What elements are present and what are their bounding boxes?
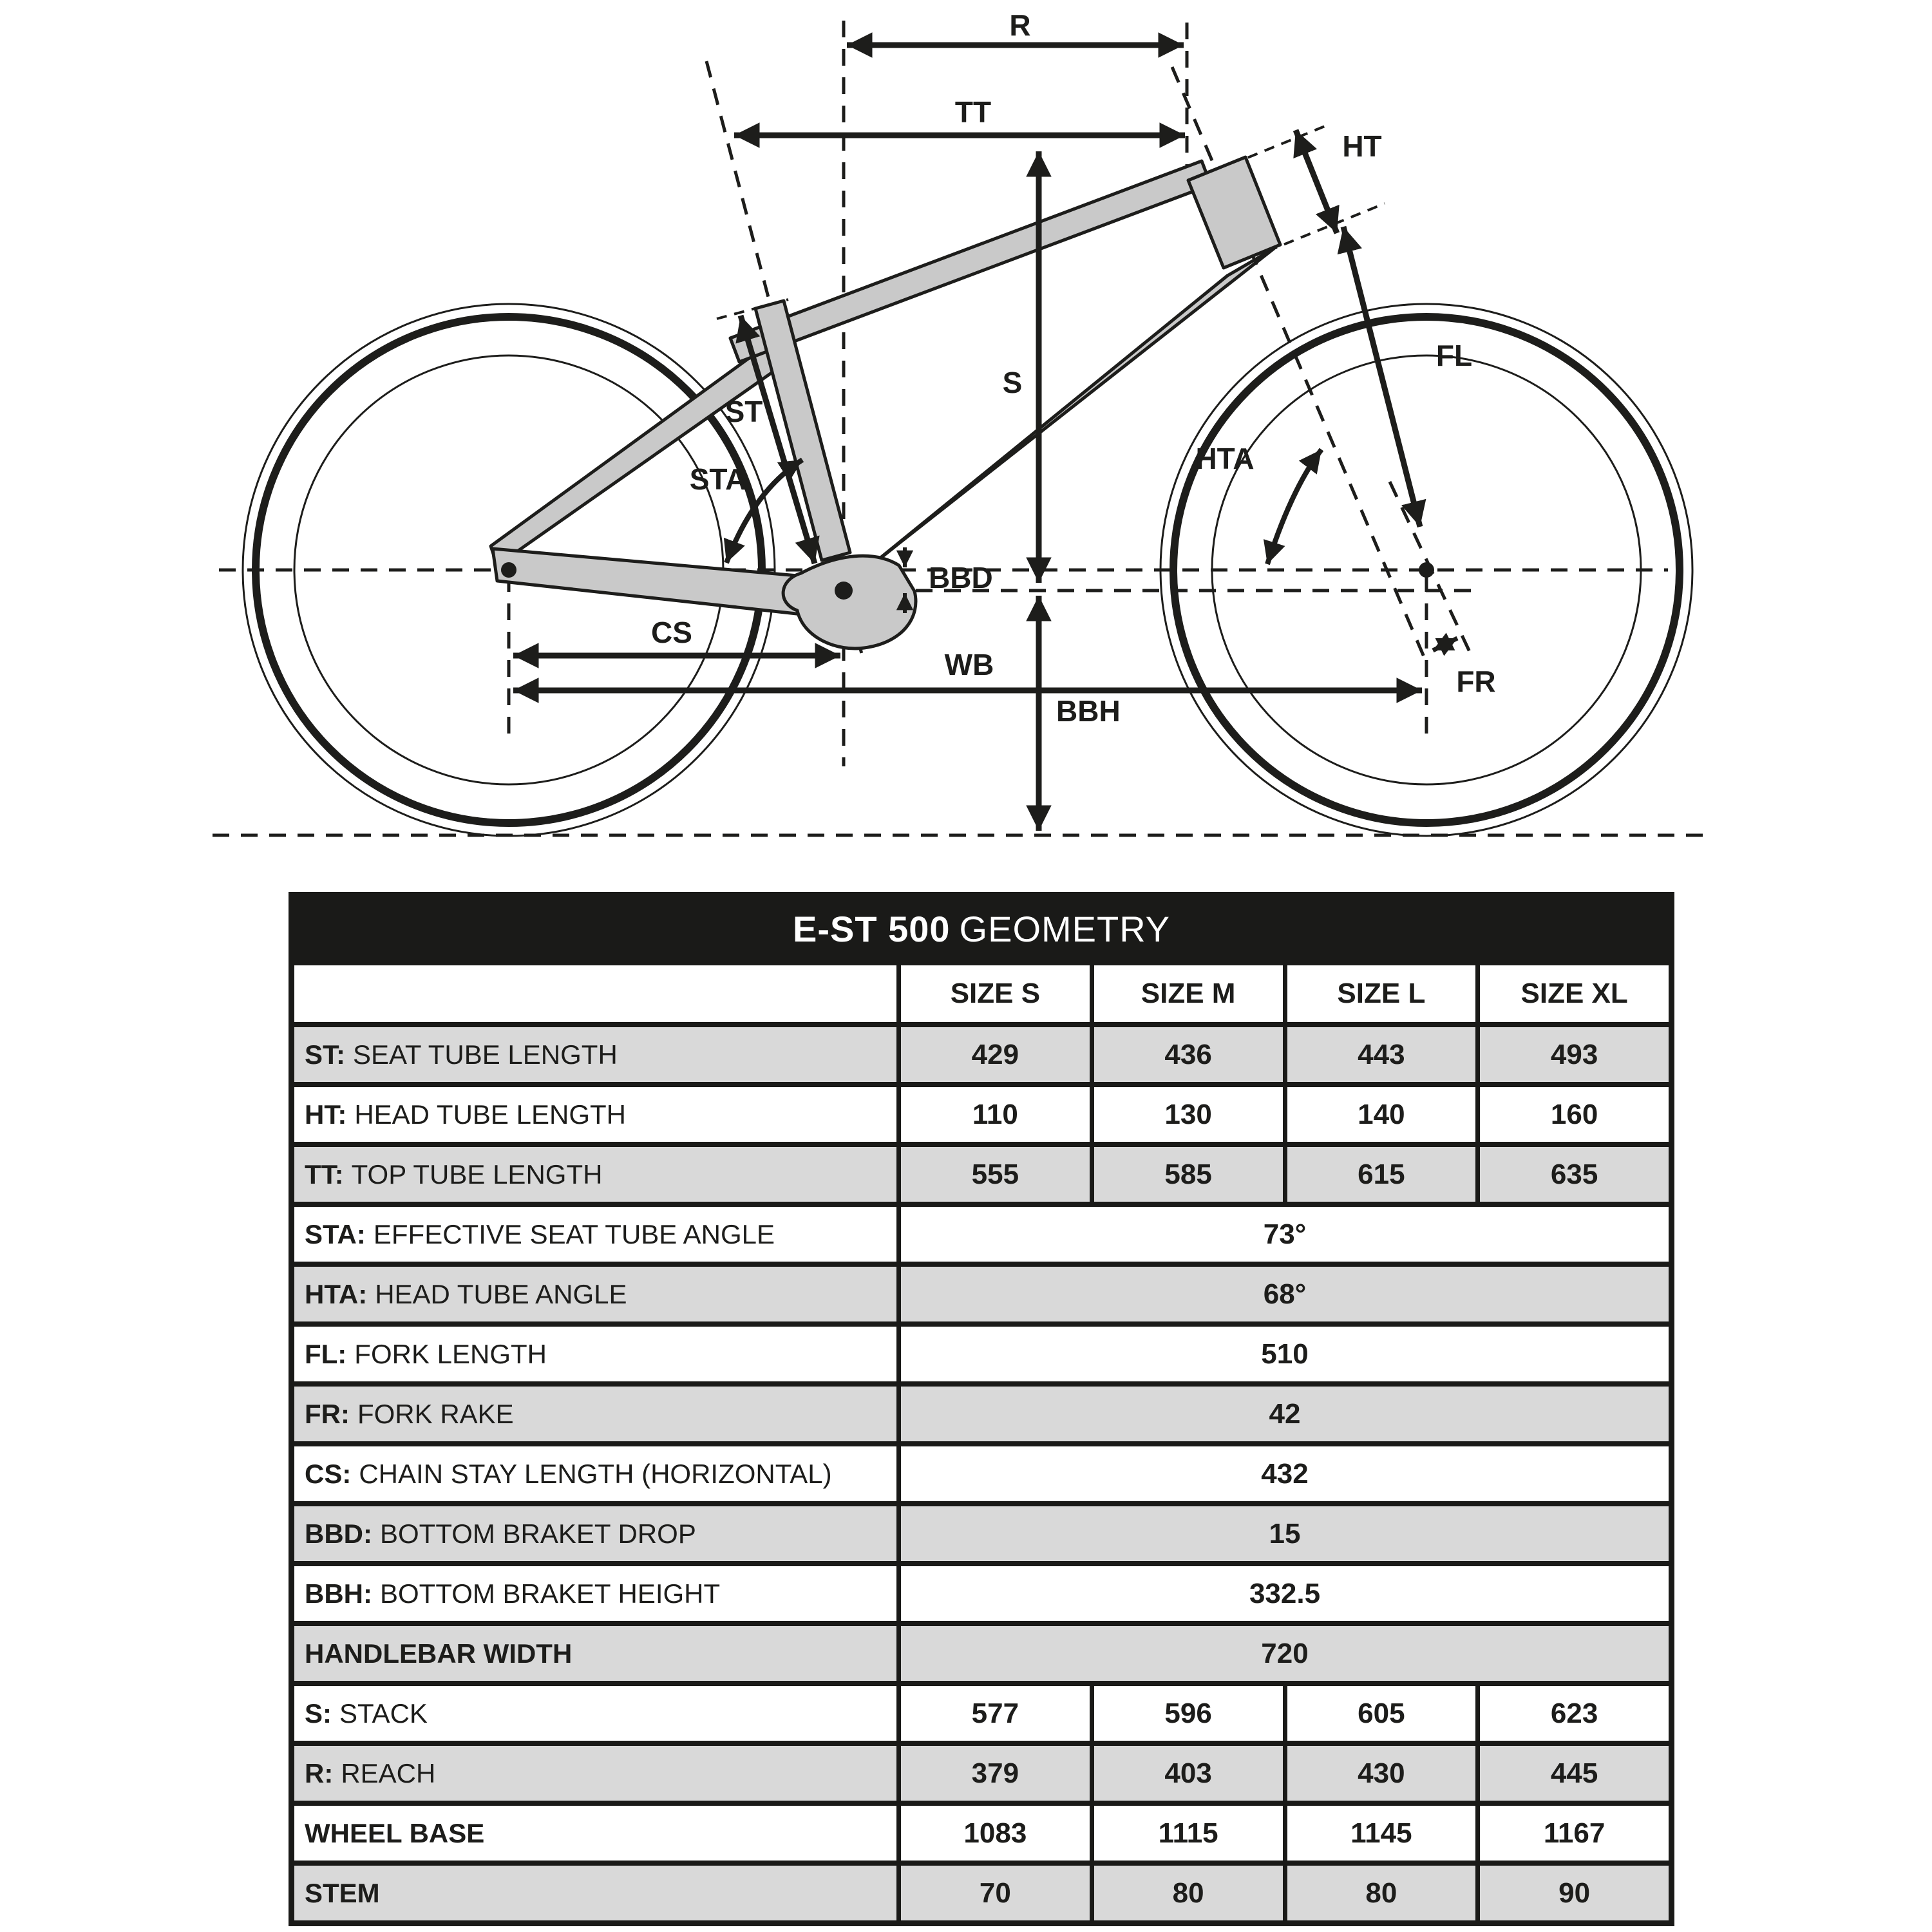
table-title-word: GEOMETRY xyxy=(959,909,1171,949)
row-label-text: TOP TUBE LENGTH xyxy=(351,1159,603,1189)
row-label-text: EFFECTIVE SEAT TUBE ANGLE xyxy=(373,1218,775,1249)
rear-axle-point xyxy=(501,562,516,578)
seat-stays xyxy=(491,339,789,565)
value-cell: 429 xyxy=(896,1027,1090,1082)
row-label-text: REACH xyxy=(341,1757,436,1788)
row-label xyxy=(294,1207,896,1262)
row-label xyxy=(294,1746,896,1801)
value-cell: 430 xyxy=(1283,1746,1476,1801)
row-label xyxy=(294,1267,896,1321)
table-row xyxy=(294,1561,1669,1621)
row-label-text: HEAD TUBE ANGLE xyxy=(375,1278,627,1309)
value-cell: 443 xyxy=(1283,1027,1476,1082)
row-label xyxy=(294,1327,896,1381)
row-label-code: FR: xyxy=(305,1398,350,1429)
chain-stay-label: CS xyxy=(651,616,692,649)
table-row xyxy=(294,1501,1669,1561)
value-cell: 140 xyxy=(1283,1087,1476,1142)
table-row xyxy=(294,1321,1669,1381)
value-cell-all-sizes: 42 xyxy=(896,1387,1669,1441)
head-tube-angle-label: HTA xyxy=(1195,442,1255,475)
value-cell: 445 xyxy=(1475,1746,1669,1801)
stack-label: S xyxy=(1002,366,1023,399)
table-title xyxy=(294,898,1669,960)
row-label xyxy=(294,1446,896,1501)
value-cell: 110 xyxy=(896,1087,1090,1142)
row-label xyxy=(294,1626,896,1681)
size-column-header: SIZE M xyxy=(1090,965,1283,1022)
row-label-code: STA: xyxy=(305,1218,366,1249)
value-cell: 615 xyxy=(1283,1147,1476,1202)
row-label-text: BOTTOM BRAKET DROP xyxy=(379,1518,696,1549)
value-cell: 130 xyxy=(1090,1087,1283,1142)
fork-length-label: FL xyxy=(1435,339,1473,372)
value-cell-all-sizes: 510 xyxy=(896,1327,1669,1381)
value-cell: 555 xyxy=(896,1147,1090,1202)
row-label-code: TT: xyxy=(305,1159,344,1189)
value-cell: 596 xyxy=(1090,1686,1283,1741)
row-label xyxy=(294,1506,896,1561)
value-cell: 585 xyxy=(1090,1147,1283,1202)
value-cell: 70 xyxy=(896,1866,1090,1920)
reach-label: R xyxy=(1009,8,1031,42)
value-cell: 635 xyxy=(1475,1147,1669,1202)
value-cell-all-sizes: 73° xyxy=(896,1207,1669,1262)
head-angle-arc xyxy=(1267,450,1321,564)
table-title-model: E-ST 500 xyxy=(792,909,951,949)
value-cell-all-sizes: 68° xyxy=(896,1267,1669,1321)
table-row xyxy=(294,1142,1669,1202)
top-tube xyxy=(730,161,1211,362)
row-label-text: HEAD TUBE LENGTH xyxy=(354,1099,626,1130)
table-row xyxy=(294,1741,1669,1801)
table-row xyxy=(294,1681,1669,1741)
seat-tube-angle-label: STA xyxy=(689,462,747,496)
size-column-header: SIZE L xyxy=(1283,965,1476,1022)
value-cell: 80 xyxy=(1090,1866,1283,1920)
row-label xyxy=(294,1566,896,1621)
row-label xyxy=(294,1686,896,1741)
size-header-row xyxy=(294,960,1669,1022)
head-tube-label: HT xyxy=(1342,129,1382,163)
wheel-base-label: WB xyxy=(944,648,994,681)
row-label-code: HT: xyxy=(305,1099,347,1130)
value-cell-all-sizes: 432 xyxy=(896,1446,1669,1501)
table-row xyxy=(294,1801,1669,1861)
row-label xyxy=(294,1027,896,1082)
row-label-code: R: xyxy=(305,1757,334,1788)
row-label-code: HANDLEBAR WIDTH xyxy=(305,1638,573,1669)
row-label-text: BOTTOM BRAKET HEIGHT xyxy=(379,1578,721,1609)
value-cell: 403 xyxy=(1090,1746,1283,1801)
value-cell: 436 xyxy=(1090,1027,1283,1082)
value-cell: 605 xyxy=(1283,1686,1476,1741)
row-label-code: WHEEL BASE xyxy=(305,1817,485,1848)
table-row xyxy=(294,1441,1669,1501)
value-cell: 1115 xyxy=(1090,1806,1283,1861)
seat-tube-label: ST xyxy=(724,395,763,428)
head-tube xyxy=(1188,157,1280,268)
row-label xyxy=(294,1387,896,1441)
value-cell-all-sizes: 332.5 xyxy=(896,1566,1669,1621)
row-label-code: BBD: xyxy=(305,1518,372,1549)
value-cell: 90 xyxy=(1475,1866,1669,1920)
row-label xyxy=(294,1087,896,1142)
value-cell: 80 xyxy=(1283,1866,1476,1920)
head-tube-arrow xyxy=(1296,130,1337,233)
row-label xyxy=(294,1806,896,1861)
row-label-code: FL: xyxy=(305,1338,347,1369)
table-row xyxy=(294,1202,1669,1262)
row-label-text: FORK LENGTH xyxy=(354,1338,547,1369)
value-cell: 1167 xyxy=(1475,1806,1669,1861)
row-label-code: BBH: xyxy=(305,1578,372,1609)
value-cell: 1083 xyxy=(896,1806,1090,1861)
fork-length-arrow xyxy=(1343,227,1420,527)
bb-drop-label: BBD xyxy=(929,561,993,594)
header-spacer-cell xyxy=(294,965,896,1022)
fork-rake-label: FR xyxy=(1456,665,1496,698)
construction-lines xyxy=(213,21,1713,835)
value-cell-all-sizes: 720 xyxy=(896,1626,1669,1681)
bike-geometry-diagram xyxy=(0,0,1932,921)
row-label-text: CHAIN STAY LENGTH (HORIZONTAL) xyxy=(359,1458,832,1489)
table-row xyxy=(294,1022,1669,1082)
value-cell: 160 xyxy=(1475,1087,1669,1142)
value-cell-all-sizes: 15 xyxy=(896,1506,1669,1561)
row-label-code: ST: xyxy=(305,1039,345,1070)
row-label-code: CS: xyxy=(305,1458,352,1489)
row-label xyxy=(294,1147,896,1202)
row-label-text: STACK xyxy=(339,1698,428,1728)
bottom-bracket-point xyxy=(835,582,853,600)
row-label-code: HTA: xyxy=(305,1278,368,1309)
geometry-table xyxy=(289,892,1674,1926)
row-label xyxy=(294,1866,896,1920)
bb-height-label: BBH xyxy=(1056,694,1121,728)
value-cell: 493 xyxy=(1475,1027,1669,1082)
table-row xyxy=(294,1621,1669,1681)
row-label-code: STEM xyxy=(305,1877,380,1908)
value-cell: 577 xyxy=(896,1686,1090,1741)
front-axle-point xyxy=(1419,562,1434,578)
bike-geometry-svg xyxy=(0,0,1932,921)
top-tube-label: TT xyxy=(954,95,992,129)
table-row xyxy=(294,1861,1669,1920)
motor-housing xyxy=(783,556,916,649)
bike-frame xyxy=(491,157,1280,649)
value-cell: 379 xyxy=(896,1746,1090,1801)
table-row xyxy=(294,1262,1669,1321)
value-cell: 1145 xyxy=(1283,1806,1476,1861)
fork-rake-arrow xyxy=(1433,638,1457,650)
table-row xyxy=(294,1381,1669,1441)
row-label-text: SEAT TUBE LENGTH xyxy=(353,1039,618,1070)
row-label-code: S: xyxy=(305,1698,332,1728)
size-column-header: SIZE S xyxy=(896,965,1090,1022)
row-label-text: FORK RAKE xyxy=(357,1398,514,1429)
value-cell: 623 xyxy=(1475,1686,1669,1741)
size-column-header: SIZE XL xyxy=(1475,965,1669,1022)
table-row xyxy=(294,1082,1669,1142)
